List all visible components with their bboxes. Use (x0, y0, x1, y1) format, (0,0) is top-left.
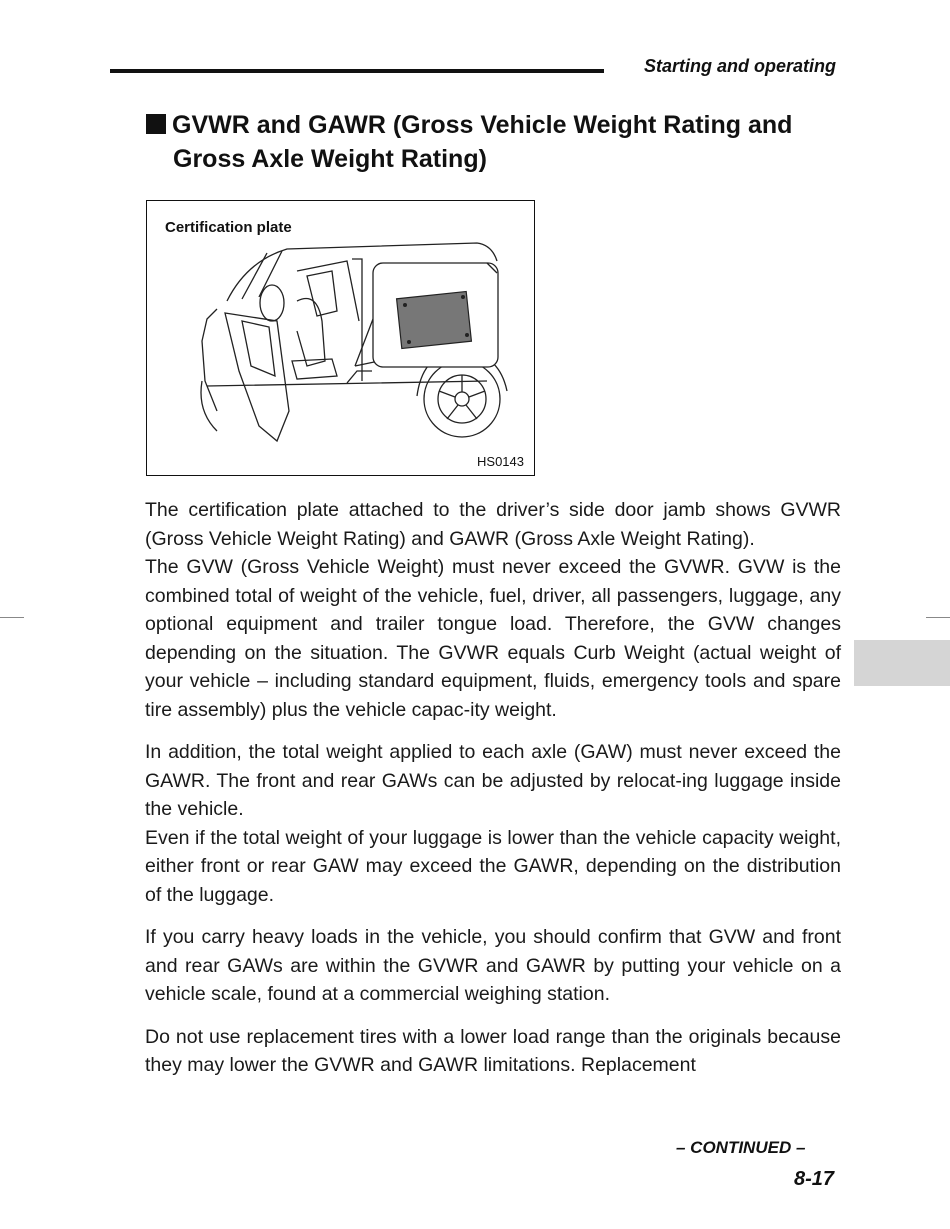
continued-label: – CONTINUED – (676, 1138, 806, 1157)
page-number: 8-17 (794, 1168, 835, 1190)
body-text (145, 496, 841, 1080)
figure-code: HS0143 (477, 454, 524, 469)
paragraph: Do not use replacement tires with a lower load range than the originals because they may lower the GVWR and GAWR limitations. Replacement (145, 1025, 841, 1076)
trim-mark-right (926, 617, 950, 618)
paragraph: Even if the total weight of your luggage is lower than the vehicle capacity weight, either front or rear GAW may exceed the GAWR, depending on the distribution of the luggage. (145, 826, 841, 906)
paragraph: The certification plate attached to the driver’s side door jamb shows GVWR (Gross Vehicle Weight Rating) and GAWR (Gross Axle Weight Rating). (145, 499, 841, 550)
figure-label: Certification plate (165, 219, 292, 236)
paragraph: In addition, the total weight applied to each axle (GAW) must never exceed the GAWR. The front and rear GAWs can be adjusted by relocat-ing luggage inside the vehicle. (145, 741, 841, 820)
paragraph: The GVW (Gross Vehicle Weight) must never exceed the GVWR. GVW is the combined total of weight of the vehicle, fuel, driver, all passengers, luggage, any optional equipment and trailer tongue load. Therefore, the GVW changes depending on the situation. The GVWR equals Curb Weight (actual weight of your vehicle – including standard equipment, fluids, emergency tools and spare tire assembly) plus the vehicle capac-ity weight. (145, 556, 841, 721)
square-bullet-icon (146, 114, 166, 134)
title-line-1: GVWR and GAWR (Gross Vehicle Weight Rating and (172, 111, 793, 139)
header-rule (110, 69, 604, 73)
trim-mark-left (0, 617, 24, 618)
paragraph: If you carry heavy loads in the vehicle, you should confirm that GVW and front and rear GAWs are within the GVWR and GAWR by putting your vehicle on a vehicle scale, found at a commercial weighing station. (145, 926, 841, 1005)
certification-plate-figure (146, 200, 535, 476)
section-title (146, 108, 846, 176)
thumb-index-tab (854, 640, 950, 686)
car-door-illustration-icon (147, 201, 534, 475)
title-line-2: Gross Axle Weight Rating) (173, 145, 487, 173)
running-head: Starting and operating (643, 56, 836, 76)
